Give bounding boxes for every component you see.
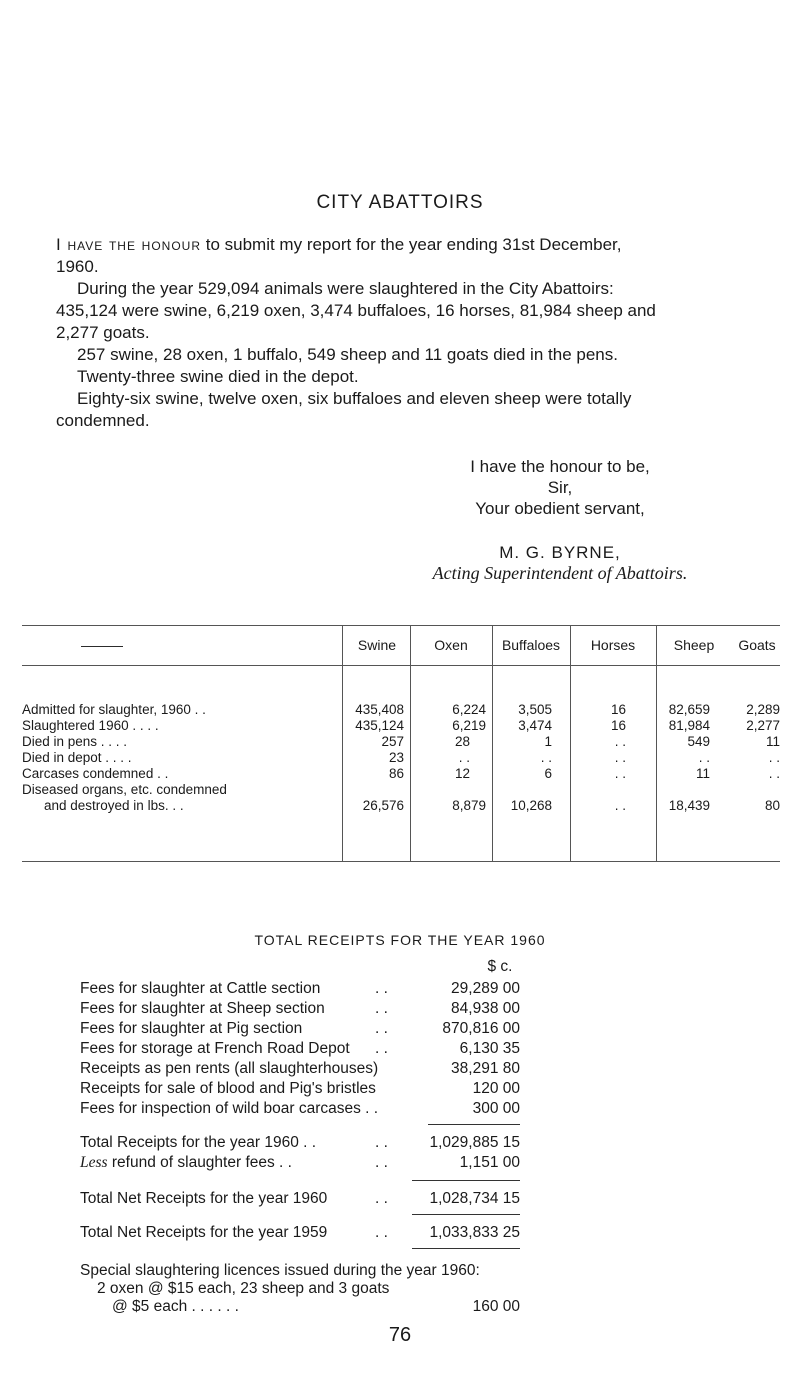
- receipt-row: [0, 980, 800, 998]
- refund-amount: 1,151 00: [459, 1154, 520, 1171]
- receipt-amount: 6,130 35: [459, 1040, 520, 1057]
- receipt-label: Fees for storage at French Road Depot: [80, 1040, 350, 1057]
- currency-header: $ c.: [487, 958, 513, 975]
- col-header-buffaloes: Buffaloes: [501, 637, 561, 653]
- less-word: Less: [80, 1154, 108, 1171]
- special-licences-line-2: 2 oxen @ $15 each, 23 sheep and 3 goats: [97, 1280, 390, 1297]
- table-cell: 11: [695, 766, 710, 781]
- net-1960-underline: [412, 1214, 520, 1215]
- table-cell: 8,879: [452, 798, 486, 813]
- net-1960-dots: . .: [375, 1190, 388, 1207]
- receipt-label: Fees for slaughter at Pig section: [80, 1020, 303, 1037]
- para5-line-1: Eighty-six swine, twelve oxen, six buffaloes and eleven sheep were totally: [77, 389, 632, 408]
- row-label-slaughtered: Slaughtered 1960 . . . .: [22, 718, 159, 733]
- table-cell: 2,289: [746, 702, 780, 717]
- closing-block: [340, 456, 780, 519]
- para2-line-3: 2,277 goats.: [56, 323, 150, 342]
- table-cell: 3,505: [518, 702, 552, 717]
- net-1960-amount: 1,028,734 15: [429, 1190, 520, 1207]
- col-header-oxen: Oxen: [434, 637, 468, 653]
- table-cell: 435,124: [355, 718, 404, 733]
- receipt-amount: 870,816 00: [442, 1020, 520, 1037]
- receipt-row: [0, 1080, 800, 1098]
- table-cell: 81,984: [668, 718, 710, 733]
- net-rule: [412, 1180, 520, 1181]
- receipt-row: [0, 1100, 800, 1118]
- row-label-destroyed-lbs: and destroyed in lbs. . .: [44, 798, 184, 813]
- row-label-died-depot: Died in depot . . . .: [22, 750, 132, 765]
- special-licences-amount: 160 00: [472, 1298, 520, 1315]
- para4: Twenty-three swine died in the depot.: [77, 367, 359, 386]
- table-cell: 16: [610, 718, 626, 733]
- intro-line-1-rest: to submit my report for the year ending 31st December,: [201, 235, 622, 254]
- col-header-swine: Swine: [357, 637, 397, 653]
- table-cell: 257: [381, 734, 404, 749]
- page-title: CITY ABATTOIRS: [316, 192, 484, 213]
- row-label-died-pens: Died in pens . . . .: [22, 734, 128, 749]
- table-cell: 1: [544, 734, 552, 749]
- receipt-amount: 38,291 80: [451, 1060, 520, 1077]
- col-header-horses: Horses: [590, 637, 636, 653]
- receipt-row: [0, 1000, 800, 1018]
- receipt-label: Receipts as pen rents (all slaughterhouses): [80, 1060, 379, 1077]
- receipt-row: [0, 1040, 800, 1058]
- para2-line-1: During the year 529,094 animals were slaughtered in the City Abattoirs:: [77, 279, 614, 298]
- table-cell: . .: [458, 750, 470, 765]
- net-1959-amount: 1,033,833 25: [429, 1224, 520, 1241]
- receipt-amount: 120 00: [472, 1080, 520, 1097]
- table-cell: 23: [388, 750, 404, 765]
- closing-line-2: Sir,: [547, 478, 573, 497]
- refund-dots: . .: [375, 1154, 388, 1171]
- receipts-heading: TOTAL RECEIPTS FOR THE YEAR 1960: [254, 932, 546, 948]
- row-label-diseased: Diseased organs, etc. condemned: [22, 782, 227, 797]
- receipt-label: Fees for slaughter at Sheep section: [80, 1000, 325, 1017]
- table-cell: 6,219: [452, 718, 486, 733]
- table-cell: . .: [768, 750, 780, 765]
- receipt-amount: 29,289 00: [451, 980, 520, 997]
- receipt-label: Fees for slaughter at Cattle section: [80, 980, 321, 997]
- closing-line-1: I have the honour to be,: [470, 457, 650, 476]
- table-cell: 80: [764, 798, 780, 813]
- table-cell: . .: [614, 750, 626, 765]
- table-cell: . .: [614, 766, 626, 781]
- table-corner: ———: [81, 637, 123, 653]
- table-cell: 11: [765, 734, 780, 749]
- table-cell: 18,439: [668, 798, 710, 813]
- table-cell: 6,224: [452, 702, 486, 717]
- table-cell: 26,576: [362, 798, 404, 813]
- table-cell: . .: [540, 750, 552, 765]
- receipt-amount: 300 00: [472, 1100, 520, 1117]
- net-1959-label: Total Net Receipts for the year 1959: [80, 1224, 328, 1241]
- receipt-dots: . .: [375, 980, 388, 997]
- receipt-dots: . .: [375, 1000, 388, 1017]
- table-cell: 435,408: [355, 702, 404, 717]
- intro-line-2: 1960.: [56, 257, 99, 276]
- table-cell: . .: [698, 750, 710, 765]
- table-cell: . .: [614, 734, 626, 749]
- page-number: 76: [388, 1324, 412, 1346]
- net-1959-underline: [412, 1248, 520, 1249]
- table-cell: 82,659: [668, 702, 710, 717]
- table-header-rule: [22, 665, 780, 666]
- abattoir-statistics-table: [22, 625, 780, 865]
- intro-line-1: [56, 234, 622, 255]
- table-cell: 3,474: [518, 718, 552, 733]
- total-receipts-amount: 1,029,885 15: [429, 1134, 520, 1151]
- col-header-sheep: Sheep: [673, 637, 715, 653]
- col-header-goats: Goats: [738, 637, 776, 653]
- table-cell: 2,277: [746, 718, 780, 733]
- table-cell: 6: [544, 766, 552, 781]
- row-label-admitted: Admitted for slaughter, 1960 . .: [22, 702, 206, 717]
- receipt-label: Fees for inspection of wild boar carcases . .: [80, 1100, 379, 1117]
- refund-row: [0, 1154, 800, 1172]
- table-cell: 16: [610, 702, 626, 717]
- table-cell: 549: [687, 734, 710, 749]
- table-cell: . .: [614, 798, 626, 813]
- table-cell: 10,268: [510, 798, 552, 813]
- net-1959-row: [0, 1224, 800, 1242]
- refund-label-text: refund of slaughter fees . .: [107, 1154, 292, 1171]
- receipt-label: Receipts for sale of blood and Pig's bristles: [80, 1080, 376, 1097]
- table-cell: 12: [454, 766, 470, 781]
- total-receipts-label: Total Receipts for the year 1960 . .: [80, 1134, 317, 1151]
- special-licences-line-3: @ $5 each . . . . . .: [112, 1298, 239, 1315]
- receipt-row: [0, 1020, 800, 1038]
- para5-line-2: condemned.: [56, 411, 150, 430]
- para3: 257 swine, 28 oxen, 1 buffalo, 549 sheep and 11 goats died in the pens.: [77, 345, 618, 364]
- net-1959-dots: . .: [375, 1224, 388, 1241]
- table-bottom-rule: [22, 861, 780, 862]
- signatory-title: Acting Superintendent of Abattoirs.: [432, 563, 688, 583]
- intro-lead: I have the honour: [56, 235, 202, 254]
- receipt-dots: . .: [375, 1040, 388, 1057]
- net-1960-row: [0, 1190, 800, 1208]
- signature-block: [340, 542, 780, 584]
- receipt-amount: 84,938 00: [451, 1000, 520, 1017]
- signatory-name: M. G. BYRNE,: [499, 543, 621, 562]
- receipt-row: [0, 1060, 800, 1078]
- table-cell: 28: [454, 734, 470, 749]
- table-top-rule: [22, 625, 780, 626]
- special-licences-line-3-row: [0, 1298, 800, 1316]
- table-cell: 86: [388, 766, 404, 781]
- closing-line-3: Your obedient servant,: [475, 499, 645, 518]
- total-receipts-dots: . .: [375, 1134, 388, 1151]
- para2-line-2: 435,124 were swine, 6,219 oxen, 3,474 buffaloes, 16 horses, 81,984 sheep and: [56, 301, 656, 320]
- net-1960-label: Total Net Receipts for the year 1960: [80, 1190, 328, 1207]
- receipt-dots: . .: [375, 1020, 388, 1037]
- total-receipts-row: [0, 1134, 800, 1152]
- refund-label: [80, 1154, 292, 1172]
- row-label-carcases: Carcases condemned . .: [22, 766, 169, 781]
- subtotal-rule: [428, 1124, 520, 1125]
- currency-header-row: [0, 958, 800, 976]
- special-licences-line-1: Special slaughtering licences issued during the year 1960:: [80, 1262, 480, 1279]
- table-cell: . .: [768, 766, 780, 781]
